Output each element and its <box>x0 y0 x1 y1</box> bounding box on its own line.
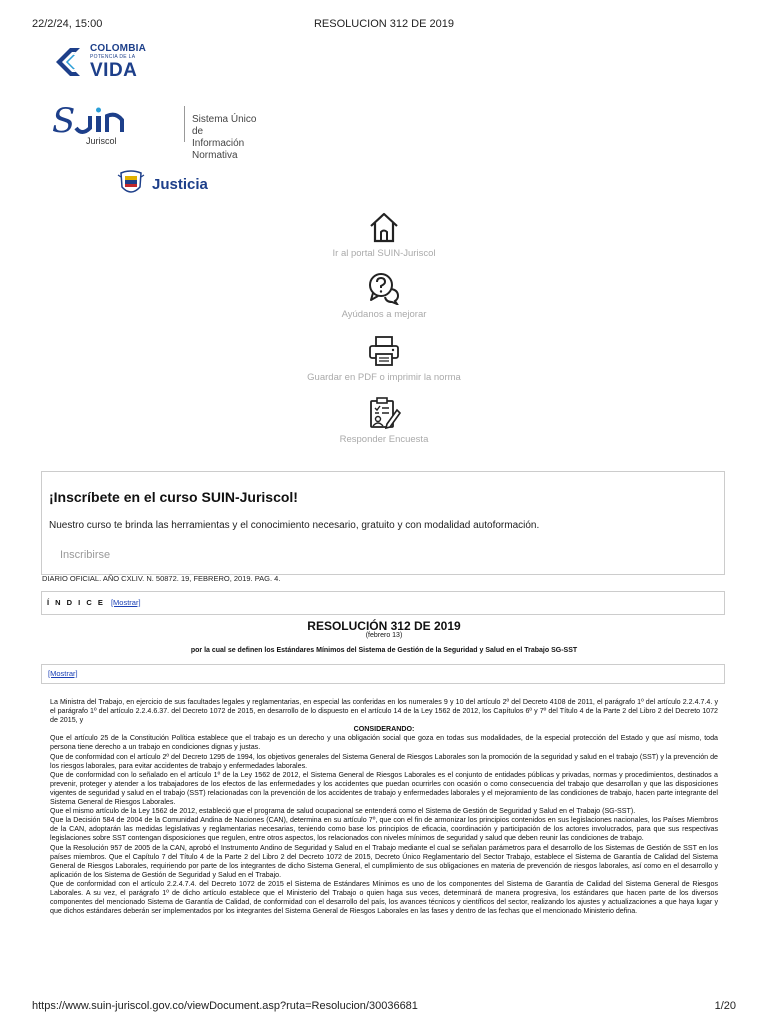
considerando-paragraph: Que el mismo artículo de la Ley 1562 de 2012, estableció que el programa de salud ocupacional se entenderá como el Sistema de Gestión de Seguridad y Salud en el Trabajo (SG-SST). <box>50 807 636 816</box>
page-number: 1/20 <box>714 1000 736 1012</box>
resolution-date: (febrero 13) <box>365 632 403 639</box>
suin-divider <box>184 106 185 142</box>
survey-icon <box>367 396 401 430</box>
diario-oficial-reference: DIARIO OFICIAL. AÑO CXLIV. N. 50872. 19, FEBRERO, 2019. PAG. 4. <box>42 574 281 583</box>
resolution-body <box>50 698 718 916</box>
print-header <box>32 18 736 32</box>
considerando-paragraph: Que la Resolución 957 de 2005 de la CAN, aprobó el Instrumento Andino de Seguridad y Salud en el Trabajo mediante el cual se señalan parámetros para el desarrollo de los Sistemas de Gestión de SST en los países miembros. Que el Capítulo 7 del Título 4 de la Parte 2 del Libro 2 del Decreto 1072 de 2015, Decreto Único Reglamentario del Sector Trabajo, establece el Sistema de Garantía de Calidad del Sistema General de Riesgos Laborales, requiriendo por parte de los integrantes de dicho Sistema General, el cumplimiento de sus obligaciones en materia de prevención de riesgos laborales, así como en el desarrollo y aplicación de los Sistema de Gestión de Seguridad y Salud en el Trabajo. <box>50 843 718 879</box>
subscribe-button[interactable]: Inscribirse <box>60 549 111 561</box>
colombia-logo-line2: POTENCIA DE LA <box>90 54 136 60</box>
course-banner <box>41 471 725 575</box>
printer-icon <box>367 334 401 368</box>
resolution-subtitle: por la cual se definen los Estándares Mínimos del Sistema de Gestión de la Seguridad y Salud en el Trabajo SG-SST <box>190 647 578 654</box>
print-footer <box>32 1000 736 1014</box>
colombia-logo-line1: COLOMBIA <box>90 43 147 54</box>
suin-juriscol-label: Juriscol <box>86 136 117 146</box>
menu-label-survey: Responder Encuesta <box>339 434 429 445</box>
justicia-label: Justicia <box>152 175 208 193</box>
colombia-logo-line3: VIDA <box>90 60 138 81</box>
colombia-logo <box>52 40 162 84</box>
index-label: Í N D I C E <box>47 598 105 607</box>
suin-wordmark-icon <box>52 102 182 142</box>
justicia-logo <box>116 166 208 202</box>
print-datetime: 22/2/24, 15:00 <box>32 18 103 30</box>
course-description: Nuestro curso te brinda las herramientas y el conocimiento necesario, gratuito y con modalidad autoformación. <box>49 520 540 531</box>
suin-logo <box>52 100 262 161</box>
considerando-paragraph: Que de conformidad con el artículo 2.2.4.7.4. del Decreto 1072 de 2015 el Sistema de Estándares Mínimos es uno de los componentes del Sistema de Garantía de Calidad del Sistema General de Riesgos Laborales. A su vez, el parágrafo 1º de dicho artículo establece que el Ministerio del Trabajo o quien haga sus veces, determinará de manera progresiva, los estándares que hacen parte de los diversos componentes del mencionado Sistema de Garantía de Calidad, de conformidad con el desarrollo del país, los avances técnicos y científicos del sector, realizando los ajustes y actualizaciones a que haya lugar y que dichos estándares deberán ser implementados por los integrantes del Sistema General de Riesgos Laborales en las fases y dentro de las fechas que el mencionado Ministerio defina. <box>50 879 718 916</box>
menu-item-print[interactable] <box>0 334 768 383</box>
show-box <box>41 664 725 684</box>
menu-item-survey[interactable] <box>0 396 768 445</box>
colombia-flag-icon <box>52 44 84 80</box>
show-link[interactable]: [Mostrar] <box>48 669 78 678</box>
intro-paragraph: La Ministra del Trabajo, en ejercicio de sus facultades legales y reglamentarias, en especial las conferidas en los numerales 9 y 10 del artículo 2º del Decreto 4108 de 2011, el parágrafo 1º del artículo 2.2.4.7.4. y el parágrafo 1º del artículo 2.2.4.6.37. del Decreto 1072 de 2015, en desarrollo de lo dispuesto en el artículo 14 de la Ley 1562 de 2012, los Capítulos 6º y 7º del Título 4 de la Parte 2 del Libro 2 del Decreto 1072 de 2015, y <box>50 698 718 725</box>
print-url: https://www.suin-juriscol.gov.co/viewDocument.asp?ruta=Resolucion/30036681 <box>32 1000 418 1012</box>
coat-of-arms-icon <box>116 167 146 201</box>
considerando-heading: CONSIDERANDO: <box>353 725 415 734</box>
menu-label-portal: Ir al portal SUIN-Juriscol <box>332 248 436 259</box>
course-title: ¡Inscríbete en el curso SUIN-Juriscol! <box>49 489 298 505</box>
print-doc-title: RESOLUCION 312 DE 2019 <box>313 18 454 30</box>
question-chat-icon <box>367 271 401 305</box>
menu-item-portal[interactable] <box>0 210 768 259</box>
considerando-paragraph: Que el artículo 25 de la Constitución Política establece que el trabajo es un derecho y una obligación social que goza en todas sus modalidades, de la especial protección del Estado y que así mismo, toda persona tiene derecho a un trabajo en condiciones dignas y justas. <box>50 734 718 752</box>
considerando-paragraph: Que de conformidad con lo señalado en el artículo 1º de la Ley 1562 de 2012, el Sistema General de Riesgos Laborales es el conjunto de entidades públicas y privadas, normas y procedimientos, destinados a prevenir, proteger y atender a los trabajadores de los efectos de las enfermedades y los accidentes que puedan ocurrirles con ocasión o como consecuencia del trabajo que desarrollan y que las disposiciones vigentes de seguridad y salud en el trabajo (SST) relacionadas con la prevención de los accidentes de trabajo y enfermedades laborales y el mejoramiento de las condiciones de trabajo, hacen parte integrante del Sistema General de Riesgos Laborales. <box>50 770 718 807</box>
menu-label-feedback: Ayúdanos a mejorar <box>341 309 427 320</box>
menu-item-feedback[interactable] <box>0 271 768 320</box>
suin-subtitle-line2: Información Normativa <box>192 138 245 161</box>
index-box <box>41 591 725 615</box>
index-show-link[interactable]: [Mostrar] <box>110 598 141 607</box>
considerando-paragraph: Que la Decisión 584 de 2004 de la Comunidad Andina de Naciones (CAN), determina en su artículo 7º, que con el fin de armonizar los principios contenidos en sus legislaciones nacionales, los Países Miembros de la CAN, adoptarán las medidas legislativas y reglamentarias necesarias, teniendo como base los principios de eficacia, coordinación y participación de los actores involucrados, para que sus respectivas legislaciones sobre SST contengan disposiciones que regulen, entre otros aspectos, los relacionados con niveles mínimos de seguridad y salud que deben reunir las condiciones de trabajo. <box>50 816 718 843</box>
menu-label-print: Guardar en PDF o imprimir la norma <box>307 372 461 383</box>
considerando-paragraph: Que de conformidad con el artículo 2º del Decreto 1295 de 1994, los objetivos generales del Sistema General de Riesgos Laborales son la promoción de la seguridad y salud en el trabajo (SST) y la prevención de los riesgos laborales, para evitar accidentes de trabajo y enfermedades laborales. <box>50 752 718 770</box>
svg-text:S: S <box>52 102 76 141</box>
resolution-title: RESOLUCIÓN 312 DE 2019 <box>307 619 461 633</box>
suin-subtitle <box>192 114 262 162</box>
home-icon <box>368 210 400 244</box>
suin-subtitle-line1: Sistema Único de <box>192 114 257 137</box>
